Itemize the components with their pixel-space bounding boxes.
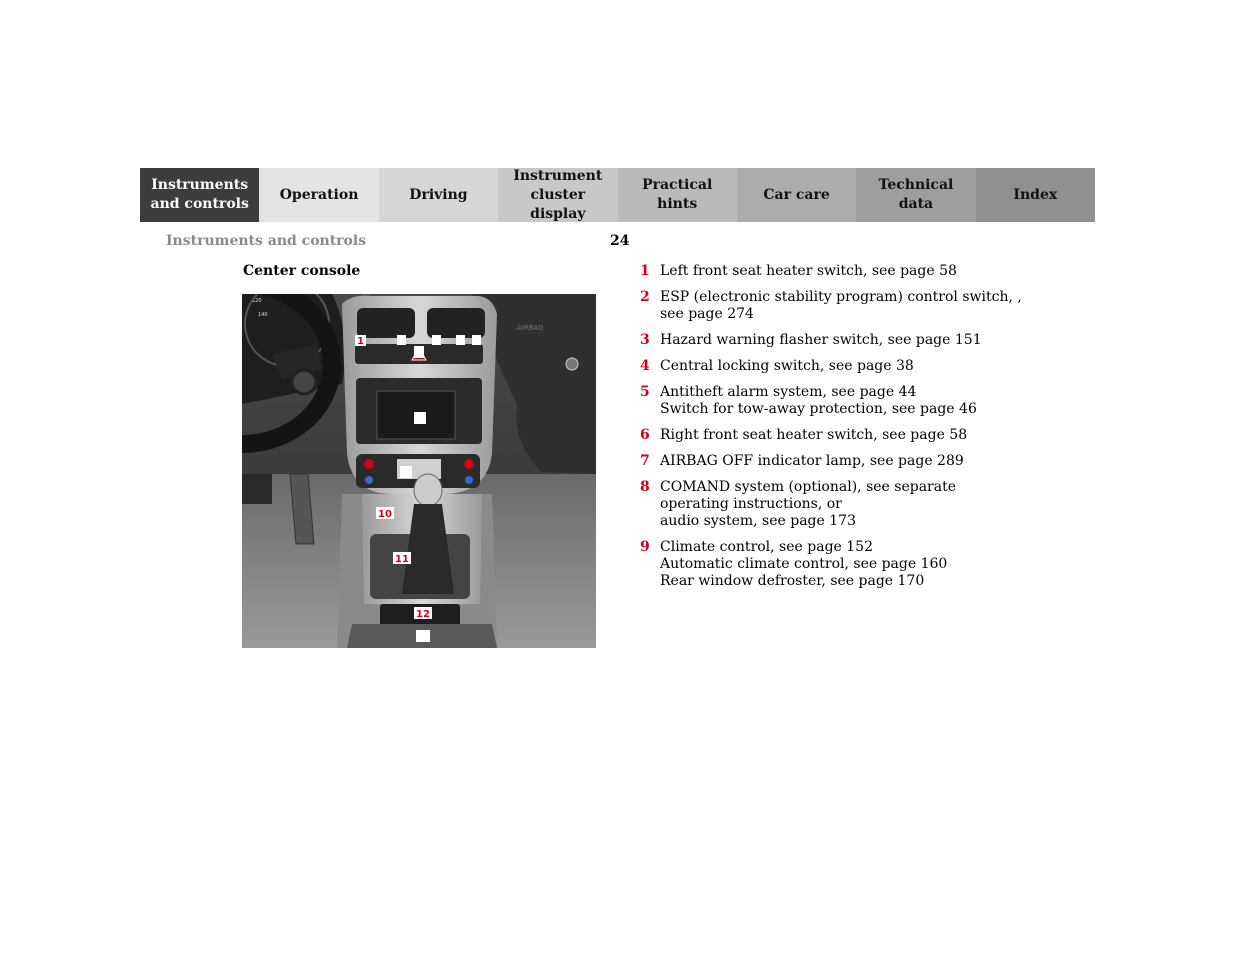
- tab-driving[interactable]: [379, 168, 498, 222]
- temp-left-knob: [364, 459, 374, 469]
- legend-text: ESP (electronic stability program) control switch, ,: [660, 289, 1022, 305]
- callout-label: 12: [416, 609, 430, 620]
- temp-right-knob: [464, 459, 474, 469]
- tab-label: Index: [1013, 186, 1058, 203]
- legend-number: 4: [640, 358, 650, 374]
- legend-number: 6: [640, 427, 650, 443]
- legend-item-1: [640, 263, 1000, 280]
- tab-practical-hints[interactable]: [618, 168, 737, 222]
- callout-blank: [400, 466, 412, 478]
- center-console-illustration: [242, 294, 596, 648]
- legend-text: Switch for tow-away protection, see page 46: [660, 401, 977, 417]
- airbag-label: AIRBAG: [517, 324, 544, 332]
- left-air-vent: [357, 308, 415, 338]
- legend-text: COMAND system (optional), see separate: [660, 479, 956, 495]
- legend-item-7: [640, 453, 1000, 470]
- tab-car-care[interactable]: [737, 168, 856, 222]
- page-number: 24: [610, 233, 630, 249]
- legend-number: 8: [640, 479, 650, 495]
- tab-technical-data[interactable]: [856, 168, 975, 222]
- chapter-nav: [140, 168, 1095, 222]
- callout-label: 10: [378, 509, 392, 520]
- legend-text: see page 274: [660, 306, 754, 322]
- tab-label: Operation: [279, 186, 359, 203]
- tab-label: Instruments and controls: [150, 177, 249, 212]
- tab-operation[interactable]: [259, 168, 378, 222]
- legend-item-2: [640, 289, 1022, 323]
- tab-index[interactable]: [976, 168, 1095, 222]
- legend-item-3: [640, 332, 1000, 349]
- shift-knob: [414, 474, 442, 506]
- legend-number: 9: [640, 539, 650, 555]
- legend-item-9: [640, 539, 1000, 590]
- legend-number: 7: [640, 453, 650, 469]
- glovebox-lock-icon: [566, 358, 578, 370]
- callout-label: 1: [357, 336, 364, 347]
- callout-label: 11: [395, 554, 409, 565]
- callout-blank: [472, 335, 481, 345]
- callout-blank: [414, 412, 426, 424]
- legend-text: Hazard warning flasher switch, see page 151: [660, 332, 982, 348]
- legend-text: Left front seat heater switch, see page 58: [660, 263, 957, 279]
- right-air-vent: [427, 308, 485, 338]
- cool-left-icon: [365, 476, 373, 484]
- tab-label: Instrument cluster display: [513, 167, 603, 222]
- brake-pedal: [242, 474, 272, 504]
- legend-text: Climate control, see page 152: [660, 539, 873, 555]
- gauge-tick: 120: [252, 298, 262, 304]
- legend-number: 1: [640, 263, 650, 279]
- legend-item-6: [640, 427, 1000, 444]
- section-title: Instruments and controls: [166, 233, 367, 249]
- legend-number: 5: [640, 384, 650, 400]
- callout-blank: [456, 335, 465, 345]
- tab-instrument-cluster-display[interactable]: [498, 168, 617, 222]
- tab-label: Practical hints: [642, 177, 713, 212]
- cool-right-icon: [465, 476, 473, 484]
- legend-text: Rear window defroster, see page 170: [660, 573, 925, 589]
- legend-number: 2: [640, 289, 650, 305]
- callout-blank: [397, 335, 406, 345]
- legend-item-8: [640, 479, 1000, 530]
- tab-label: Driving: [409, 186, 468, 203]
- legend-text: Central locking switch, see page 38: [660, 358, 914, 374]
- callout-blank: [414, 346, 424, 358]
- legend-item-4: [640, 358, 1000, 375]
- legend-number: 3: [640, 332, 650, 348]
- console-drawing: [242, 294, 596, 648]
- gauge-tick: 140: [258, 312, 268, 318]
- legend-text: Right front seat heater switch, see page 58: [660, 427, 968, 443]
- legend-item-5: [640, 384, 1000, 418]
- tab-label: Technical data: [878, 177, 954, 212]
- legend-text: Automatic climate control, see page 160: [660, 556, 948, 572]
- tab-instruments-and-controls[interactable]: [140, 168, 259, 222]
- callout-blank: [432, 335, 441, 345]
- legend-list: [640, 263, 1022, 599]
- legend-text: AIRBAG OFF indicator lamp, see page 289: [660, 453, 964, 469]
- content-heading: Center console: [243, 263, 361, 279]
- tab-label: Car care: [763, 186, 830, 203]
- callout-blank: [416, 630, 430, 642]
- legend-text: operating instructions, or: [660, 496, 842, 512]
- legend-text: Antitheft alarm system, see page 44: [660, 384, 917, 400]
- legend-text: audio system, see page 173: [660, 513, 856, 529]
- ignition-switch: [292, 370, 316, 394]
